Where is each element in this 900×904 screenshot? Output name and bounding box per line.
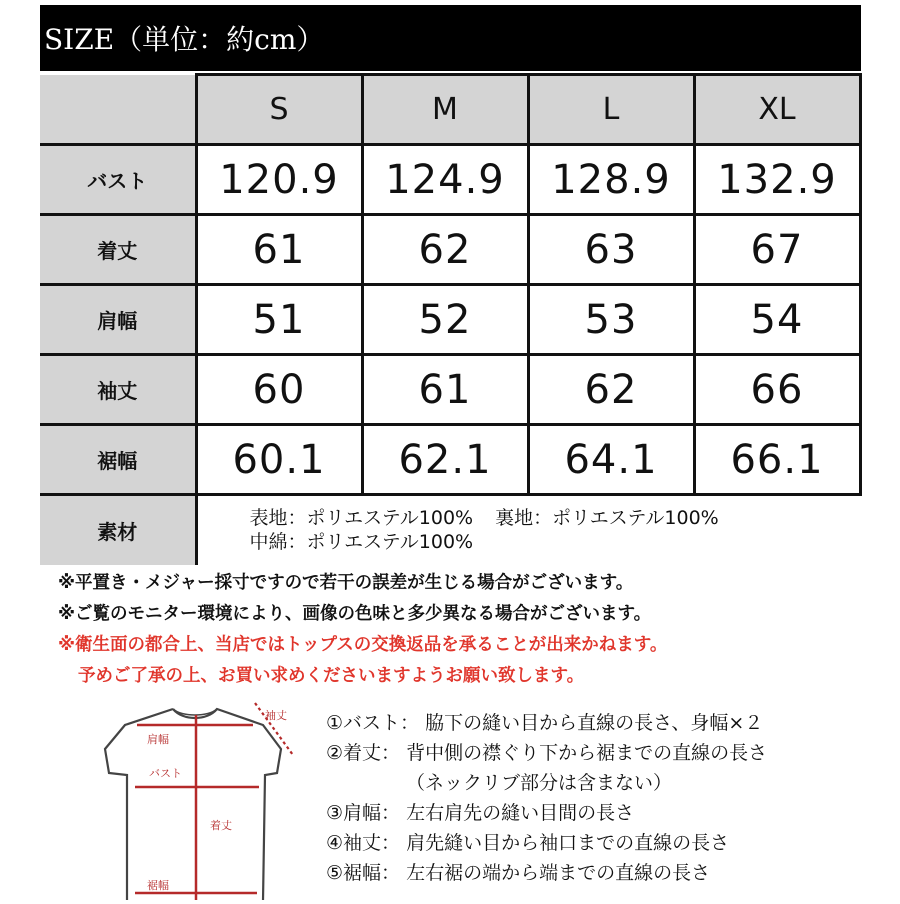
size-table (40, 73, 862, 565)
diagram-label-shoulder: 肩幅 (147, 733, 169, 746)
table-cell: 66.1 (694, 425, 860, 495)
table-cell: 66 (694, 355, 860, 425)
note-monitor: ※ご覧のモニター環境により、画像の色味と多少異なる場合がございます。 (58, 604, 652, 624)
table-cell: 61 (362, 355, 528, 425)
legend-item-length: ②着丈： 背中側の襟ぐり下から裾までの直線の長さ (326, 742, 768, 764)
table-cell: 132.9 (694, 145, 860, 215)
note-returns: ※衛生面の都合上、当店ではトップスの交換返品を承ることが出来かねます。 (58, 635, 668, 655)
legend-item-sleeve: ④袖丈： 肩先縫い目から袖口までの直線の長さ (326, 832, 730, 854)
size-header-xl: XL (694, 75, 860, 145)
table-row (40, 145, 860, 215)
row-label-shoulder: 肩幅 (40, 285, 196, 355)
notes-section (58, 568, 878, 692)
row-label-material: 素材 (40, 495, 196, 565)
table-cell: 61 (196, 215, 362, 285)
table-cell: 64.1 (528, 425, 694, 495)
material-padding: 中綿：ポリエステル100% (249, 531, 474, 554)
row-label-sleeve: 袖丈 (40, 355, 196, 425)
note-acknowledge: 予めご了承の上、お買い求めくださいますようお願い致します。 (78, 666, 585, 686)
note-measurement: ※平置き・メジャー採寸ですので若干の誤差が生じる場合がございます。 (58, 573, 634, 593)
table-cell: 60 (196, 355, 362, 425)
table-cell: 128.9 (528, 145, 694, 215)
table-cell: 52 (362, 285, 528, 355)
tshirt-outline-icon (95, 695, 305, 900)
table-cell: 63 (528, 215, 694, 285)
material-row (40, 495, 860, 565)
diagram-label-length: 着丈 (210, 819, 232, 832)
tshirt-diagram (95, 695, 305, 900)
table-cell: 62.1 (362, 425, 528, 495)
row-label-length: 着丈 (40, 215, 196, 285)
legend-item-shoulder: ③肩幅： 左右肩先の縫い目間の長さ (326, 802, 635, 824)
table-corner (40, 75, 196, 145)
measurement-legend (326, 708, 886, 888)
table-cell: 62 (528, 355, 694, 425)
material-line-1 (250, 506, 861, 530)
table-cell: 124.9 (362, 145, 528, 215)
legend-item-bust: ①バスト： 脇下の縫い目から直線の長さ、身幅×２ (326, 712, 764, 734)
title-text: SIZE（単位：約cm） (44, 23, 325, 56)
table-cell: 67 (694, 215, 860, 285)
table-cell: 120.9 (196, 145, 362, 215)
material-line-2 (250, 530, 861, 554)
table-row (40, 285, 860, 355)
table-row (40, 215, 860, 285)
table-cell: 53 (528, 285, 694, 355)
diagram-label-hem: 裾幅 (147, 879, 169, 892)
table-row (40, 425, 860, 495)
table-row (40, 355, 860, 425)
size-header-row (40, 75, 860, 145)
size-chart-title (40, 5, 861, 71)
row-label-bust: バスト (40, 145, 196, 215)
legend-item-hem: ⑤裾幅： 左右裾の端から端までの直線の長さ (326, 862, 711, 884)
size-header-s: S (196, 75, 362, 145)
table-cell: 62 (362, 215, 528, 285)
diagram-label-bust: バスト (149, 767, 182, 780)
size-header-m: M (362, 75, 528, 145)
table-cell: 51 (196, 285, 362, 355)
material-cell (196, 495, 860, 565)
table-cell: 54 (694, 285, 860, 355)
table-cell: 60.1 (196, 425, 362, 495)
diagram-label-sleeve: 袖丈 (265, 709, 287, 722)
row-label-hem: 裾幅 (40, 425, 196, 495)
size-header-l: L (528, 75, 694, 145)
material-outer: 表地：ポリエステル100% (249, 507, 474, 530)
material-lining: 裏地：ポリエステル100% (495, 507, 719, 530)
legend-item-length-note: （ネックリブ部分は含まない） (406, 772, 673, 794)
